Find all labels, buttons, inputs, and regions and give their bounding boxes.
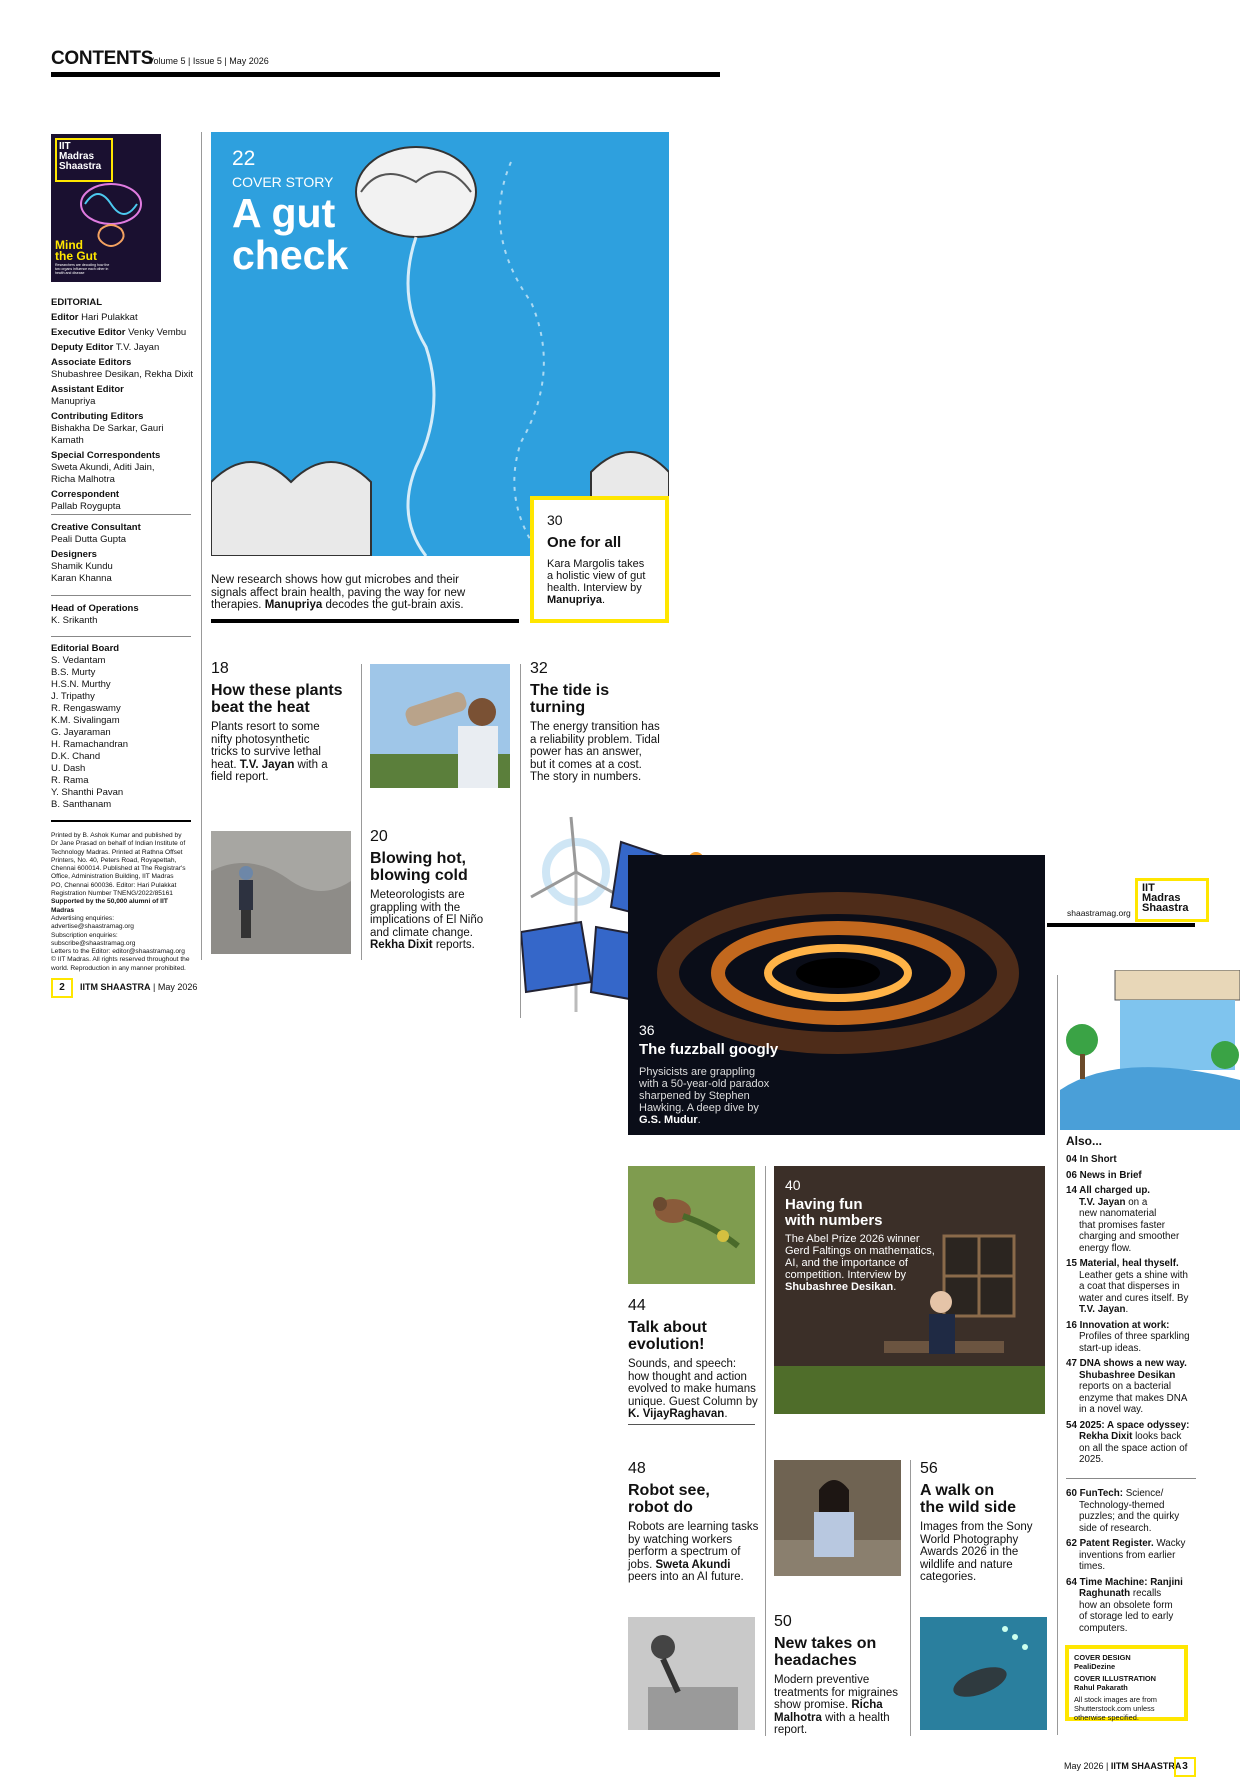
masthead-divider xyxy=(51,636,191,637)
article-description: Physicists are grappling with a 50-year-old paradox sharpened by Stephen Hawking. A deep dive by G.S. Mudur. xyxy=(639,1066,770,1126)
footer-right: May 2026 | IITM SHAASTRA xyxy=(1064,1761,1182,1771)
article-18[interactable] xyxy=(211,660,361,784)
article-number: 36 xyxy=(639,1022,655,1038)
board-member: J. Tripathy xyxy=(51,691,95,702)
board-member: B.S. Murty xyxy=(51,667,96,678)
fine-print-line: Chennai 600014. Published at The Registrar's xyxy=(51,865,186,873)
article-number: 40 xyxy=(785,1177,801,1193)
board-member: B. Santhanam xyxy=(51,799,112,810)
cover-story-rule xyxy=(211,619,519,623)
fine-print-line: Dr Jane Prasad on behalf of Indian Institute of xyxy=(51,840,186,848)
fine-print-line: Letters to the Editor: editor@shaastramag.org xyxy=(51,948,185,956)
masthead-creative: Creative Consultant Peali Dutta Gupta Designers Shamik Kundu Karan Khanna xyxy=(51,522,141,584)
article-number: 56 xyxy=(920,1460,938,1477)
cover-story-kicker: COVER STORY xyxy=(232,174,334,190)
fine-print-line: Technology Madras. Printed at Rathna Offset xyxy=(51,848,183,856)
fine-print-line: Subscription enquiries: subscribe@shaastramag.org xyxy=(51,931,136,947)
masthead: EDITORIAL Editor Hari Pulakkat Executive Editor Venky Vembu Deputy Editor T.V. Jayan Associate Editors Shubashree Desikan, Rekha Dixit Assistant Editor Manupriya Contributing Editors Bishakha De Sarkar, Gauri Kamath Special Correspondents Sweta Akundi, Aditi Jain, Richa Malhotra Correspondent Pallab Roygupta xyxy=(51,297,194,512)
headache-icon xyxy=(774,1460,901,1576)
fine-print-line: Office, Administration Building, IIT Madras xyxy=(51,873,174,881)
also-item[interactable]: 14 All charged up. T.V. Jayan on a new nanomaterial that promises faster charging and smoother energy flow. xyxy=(1066,1185,1180,1254)
also-item[interactable]: 62 Patent Register. Wacky inventions from earlier times. xyxy=(1066,1538,1186,1572)
board-member: U. Dash xyxy=(51,763,86,774)
also-item[interactable]: 54 2025: A space odyssey: Rekha Dixit looks back on all the space action of 2025. xyxy=(1066,1419,1190,1465)
cover-story-number: 22 xyxy=(232,147,256,170)
also-divider xyxy=(1066,1478,1196,1479)
cover-story-title[interactable]: A gut check xyxy=(232,190,349,278)
board-member: Y. Shanthi Pavan xyxy=(51,787,124,798)
article-description: The Abel Prize 2026 winner Gerd Faltings on mathematics, AI, and the importance of competition. Interview by Shubashree Desikan. xyxy=(785,1233,935,1293)
article-title: Robot see, robot do xyxy=(628,1482,710,1516)
article-56[interactable] xyxy=(920,1460,1050,1584)
article-description: Modern preventive treatments for migraines show promise. Richa Malhotra with a health report. xyxy=(774,1674,898,1736)
fine-print-line: Advertising enquiries: advertise@shaastramag.org xyxy=(51,914,134,931)
cover-tagline: Researchers are decoding how the two organs influence each other in health and disease xyxy=(55,263,110,275)
fine-print-line: Supported by the 50,000 alumni of IIT Madras xyxy=(51,898,168,914)
photo-man-drinking xyxy=(370,664,510,788)
article-description: Images from the Sony World Photography Awards 2026 in the wildlife and nature categories. xyxy=(920,1521,1033,1583)
dam-icon xyxy=(1060,970,1240,1130)
article-number: 32 xyxy=(530,660,548,677)
editorial-board: Editorial Board S. Vedantam B.S. Murty H.S.N. Murthy J. Tripathy R. Rengaswamy K.M. Sivalingam G. Jayaraman H. Ramachandran D.K. Chand U. Dash R. Rama Y. Shanthi Pavan B. Santhanam xyxy=(51,643,196,811)
board-member: R. Rama xyxy=(51,775,89,786)
page-title: CONTENTS xyxy=(51,48,154,69)
article-number: 48 xyxy=(628,1460,646,1477)
article-description: The energy transition has a reliability problem. Tidal power has an answer, but it comes at a cost. The story in numbers. xyxy=(530,721,660,783)
cover-thumbnail[interactable] xyxy=(51,134,161,282)
fine-print-rule xyxy=(51,820,191,822)
masthead-divider xyxy=(51,514,191,515)
fine-print-line: Printed by B. Ashok Kumar and published by xyxy=(51,832,182,839)
board-member: G. Jayaraman xyxy=(51,727,111,738)
board-member: S. Vedantam xyxy=(51,655,106,666)
article-title: The tide is turning xyxy=(530,682,610,716)
board-member: H.S.N. Murthy xyxy=(51,679,111,690)
cover-headline: Mind the Gut xyxy=(55,238,97,263)
row-divider xyxy=(628,1424,755,1425)
also-item[interactable]: 47 DNA shows a new way. Shubashree Desikan reports on a bacterial enzyme that makes DNA in a novel way. xyxy=(1066,1358,1188,1415)
article-number: 44 xyxy=(628,1297,646,1314)
shaastra-logo[interactable]: IIT Madras Shaastra xyxy=(1135,878,1209,922)
fine-print-line: Printers, No. 40, Peters Road, Royapettah, xyxy=(51,856,177,864)
article-title: Talk about evolution! xyxy=(628,1319,707,1353)
feature-box-one-for-all[interactable] xyxy=(530,496,669,623)
photo-woman-headache xyxy=(774,1460,901,1576)
credits-box: COVER DESIGN PealiDezine COVER ILLUSTRATION Rahul Pakarath All stock images are from Shutterstock.com unless otherwise specified. xyxy=(1065,1645,1188,1721)
fine-print-line: Registration Number TNENG/2022/85161 xyxy=(51,890,173,898)
article-title: Blowing hot, blowing cold xyxy=(370,850,468,884)
article-title: A walk on the wild side xyxy=(920,1482,1017,1516)
dam-illustration xyxy=(1060,970,1240,1130)
article-32[interactable] xyxy=(530,660,680,784)
column-divider xyxy=(1057,975,1058,1735)
sea-lion-icon xyxy=(920,1617,1047,1730)
fine-print-line: world. Reproduction in any manner prohibited. xyxy=(51,964,186,972)
column-divider xyxy=(201,132,202,960)
footer-left: IITM SHAASTRA | May 2026 xyxy=(80,982,198,992)
article-description: Robots are learning tasks by watching workers perform a spectrum of jobs. Sweta Akundi peers into an AI future. xyxy=(628,1521,759,1583)
photo-bird xyxy=(628,1166,755,1284)
column-divider xyxy=(361,664,362,960)
article-40[interactable] xyxy=(774,1166,1045,1414)
article-title: How these plants beat the heat xyxy=(211,682,343,716)
article-number: 50 xyxy=(774,1613,792,1630)
board-member: R. Rengaswamy xyxy=(51,703,121,714)
also-heading: Also... xyxy=(1066,1134,1103,1148)
also-list xyxy=(1066,1154,1201,1470)
issue-info: Volume 5 | Issue 5 | May 2026 xyxy=(148,56,269,66)
header-rule xyxy=(51,72,720,77)
article-title: Having fun with numbers xyxy=(785,1196,883,1229)
article-20[interactable] xyxy=(370,828,510,952)
article-48[interactable] xyxy=(628,1460,763,1584)
article-number: 30 xyxy=(547,512,563,528)
article-description: Meteorologists are grappling with the implications of El Niño and climate change. Rekha Dixit reports. xyxy=(370,889,484,951)
article-44[interactable] xyxy=(628,1297,758,1421)
page-number-left: 2 xyxy=(51,978,73,998)
fine-print-line: © IIT Madras. All rights reserved throughout the xyxy=(51,956,190,964)
masthead-divider xyxy=(51,595,191,596)
column-divider xyxy=(765,1166,766,1736)
article-title: New takes on headaches xyxy=(774,1635,877,1669)
article-number: 20 xyxy=(370,828,388,845)
rocks-icon xyxy=(211,831,351,954)
cover-logo: IIT Madras Shaastra xyxy=(55,138,113,182)
also-item[interactable]: 60 FunTech: Science/ Technology-themed puzzles; and the quirky side of research. xyxy=(1066,1488,1180,1534)
article-number: 18 xyxy=(211,660,229,677)
photo-robot-lab xyxy=(628,1617,755,1730)
also-item[interactable]: 15 Material, heal thyself. Leather gets a shine with a coat that disperses in water and cures itself. By T.V. Jayan. xyxy=(1066,1258,1189,1315)
also-item[interactable]: 04 In Short xyxy=(1066,1154,1117,1165)
logo-rule xyxy=(1047,923,1195,927)
photo-person-on-rocks xyxy=(211,831,351,954)
robot-arm-icon xyxy=(628,1617,755,1730)
board-member: H. Ramachandran xyxy=(51,739,129,750)
article-description: Kara Margolis takes a holistic view of gut health. Interview by Manupriya. xyxy=(547,558,646,606)
fine-print-line: PO, Chennai 600036. Editor: Hari Pulakkat xyxy=(51,881,177,889)
fine-print xyxy=(51,832,191,973)
also-list-2 xyxy=(1066,1488,1201,1638)
masthead-ops: Head of Operations K. Srikanth xyxy=(51,603,139,626)
article-36[interactable] xyxy=(628,855,1045,1135)
bird-icon xyxy=(628,1166,755,1284)
article-description: Plants resort to some nifty photosynthetic tricks to survive lethal heat. T.V. Jayan with a field report. xyxy=(211,721,328,783)
cover-story-description: New research shows how gut microbes and their signals affect brain health, paving the way for new therapies. Manupriya decodes the gut-brain axis. xyxy=(211,574,466,611)
article-description: Sounds, and speech: how thought and action evolved to make humans unique. Guest Column by K. VijayRaghavan. xyxy=(628,1358,758,1420)
photo-sea-lion xyxy=(920,1617,1047,1730)
column-divider xyxy=(910,1460,911,1736)
also-item[interactable]: 16 Innovation at work: Profiles of three sparkling start-up ideas. xyxy=(1066,1319,1190,1354)
cover-story-image[interactable] xyxy=(211,132,669,556)
man-drinking-icon xyxy=(370,664,510,788)
board-member: K.M. Sivalingam xyxy=(51,715,120,726)
article-title: One for all xyxy=(547,534,622,551)
board-member: D.K. Chand xyxy=(51,751,101,762)
article-title: The fuzzball googly xyxy=(639,1041,779,1058)
also-item[interactable]: 06 News in Brief xyxy=(1066,1169,1142,1181)
page-number-right: 3 xyxy=(1174,1757,1196,1777)
article-50[interactable] xyxy=(774,1613,904,1737)
also-item[interactable]: 64 Time Machine: Ranjini Raghunath recalls how an obsolete form of storage led to early computers. xyxy=(1066,1576,1183,1634)
website-url[interactable]: shaastramag.org xyxy=(1067,908,1131,918)
